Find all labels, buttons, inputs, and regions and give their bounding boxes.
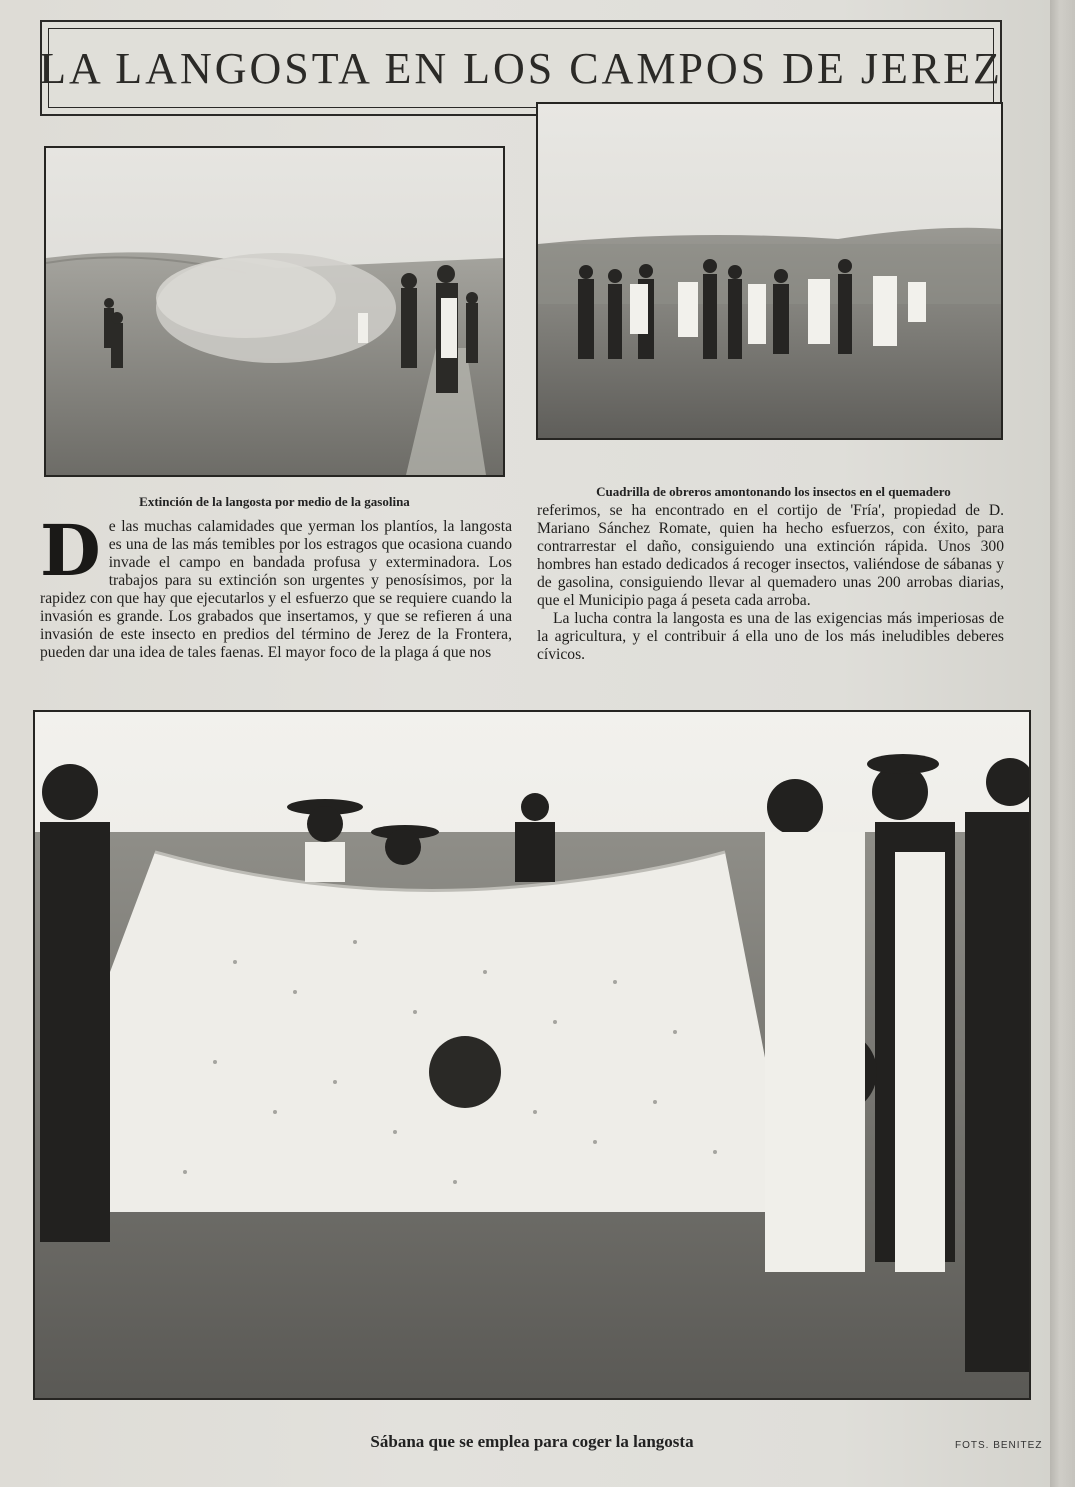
caption-top-right: Cuadrilla de obreros amontonando los insectos en el quemadero	[596, 484, 951, 499]
page-edge	[1050, 0, 1075, 1487]
photo-locust-sheet	[33, 710, 1031, 1400]
photo-workers-burning-pit	[536, 102, 1003, 440]
photo-gasoline-extinction	[44, 146, 505, 477]
caption-bottom: Sábana que se emplea para coger la langosta	[370, 1432, 694, 1451]
article-column-left	[40, 509, 512, 706]
article-column-right	[537, 502, 1004, 692]
page-title: LA LANGOSTA EN LOS CAMPOS DE JEREZ	[39, 43, 1003, 93]
photo-credit: FOTS. BENITEZ	[955, 1440, 1043, 1451]
article-text-left: e las muchas calamidades que yerman los plantíos, la langosta es una de las más temibles por los estragos que ocasiona cuando invade el campo en bandada profusa y exterminadora. Los trabajos para su extinción son urgentes y penosísimos, por la rapidez con que hay que ejecutarlos y el esfuerzo que se requiere cuando la invasión es grande. Los grabados que insertamos, y que se refieren á una invasión de este insecto en predios del término de Jerez de la Frontera, pueden dar una idea de tales faenas. El mayor foco de la plaga á que nos	[40, 518, 512, 661]
article-paragraph-2: La lucha contra la langosta es una de las exigencias más imperiosas de la agricultura, y el contribuir á ella uno de los más ineludibles deberes cívicos.	[537, 610, 1004, 663]
dropcap-letter: D	[40, 509, 101, 592]
caption-top-left: Extinción de la langosta por medio de la gasolina	[139, 494, 410, 509]
article-paragraph-1: referimos, se ha encontrado en el cortijo de 'Fría', propiedad de D. Mariano Sánchez Romate, quien ha hecho esfuerzos, con éxito, para contrarrestar el daño, consiguiendo una extinción rápida. Unos 300 hombres han estado dedicados á recoger insectos, valiéndose de sábanas y de gasolina, consiguiendo llevar al quemadero unas 200 arrobas diarias, que el Municipio paga á peseta cada arroba.	[537, 502, 1004, 609]
